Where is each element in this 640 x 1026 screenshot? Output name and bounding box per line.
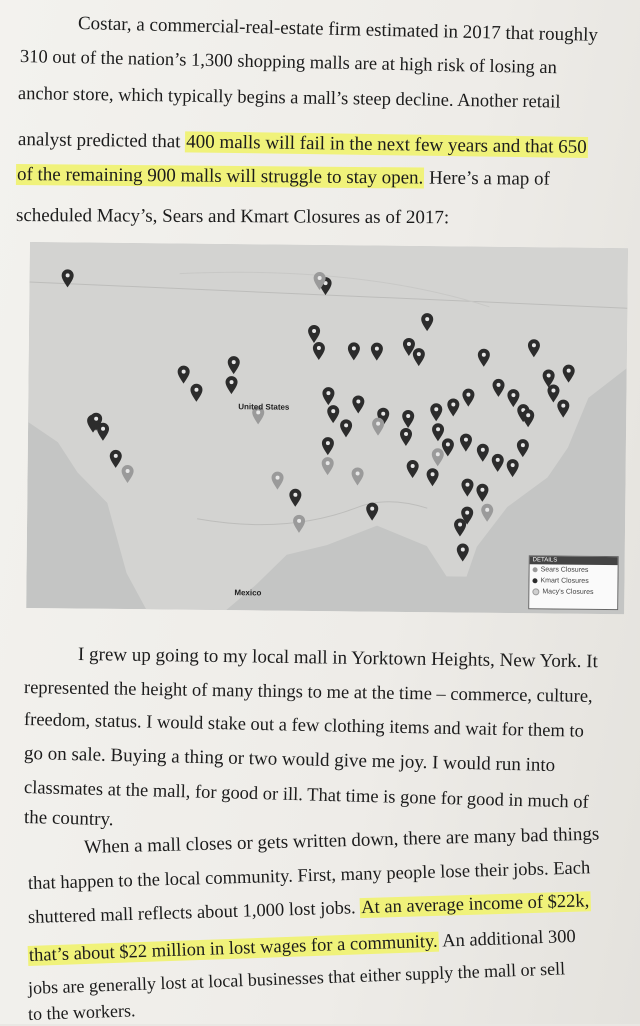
text-segment: analyst predicted that: [17, 129, 181, 153]
country-label: United States: [238, 402, 290, 412]
text-line: go on sale. Buying a thing or two would give me joy. I would run into: [23, 743, 556, 777]
mexico-label: Mexico: [234, 588, 262, 598]
text-segment: An additional 300: [441, 926, 577, 952]
text-line: to the workers.: [27, 1000, 136, 1024]
sears-marker-icon: [533, 567, 538, 572]
text-line: represented the height of many things to me at the time – commerce, culture,: [23, 678, 593, 707]
text-line: I grew up going to my local mall in Yorktown Heights, New York. It: [77, 644, 598, 673]
legend-title: DETAILS: [530, 556, 618, 565]
text-line: [18, 128, 588, 160]
text-line: the country.: [23, 807, 114, 831]
highlighted-text: of the remaining 900 malls will struggle to stay open.: [16, 164, 424, 189]
highlighted-text: that’s about $22 million in lost wages for a community.: [28, 931, 438, 966]
highlighted-text: 400 malls will fail in the next few years and that 650: [186, 131, 587, 158]
text-line: jobs are generally lost at local businesses that either supply the mall or sell: [27, 958, 566, 998]
text-line: Costar, a commercial-real-estate firm estimated in 2017 that roughly: [77, 13, 599, 46]
text-line: anchor store, which typically begins a mall’s steep decline. Another retail: [17, 84, 561, 113]
text-line: 310 out of the nation’s 1,300 shopping malls are at high risk of losing an: [19, 47, 558, 79]
text-line: that happen to the local community. First, many people lose their jobs. Each: [27, 858, 591, 894]
text-segment: shuttered mall reflects about 1,000 lost jobs.: [27, 898, 356, 928]
text-line: scheduled Macy’s, Sears and Kmart Closures as of 2017:: [15, 205, 450, 229]
legend-item: Macy's Closures: [529, 586, 617, 598]
store-closures-map: [26, 242, 628, 614]
kmart-marker-icon: [532, 578, 537, 583]
legend-item: Kmart Closures: [529, 575, 617, 587]
text-segment: Here’s a map of: [428, 167, 550, 190]
text-line: [16, 163, 550, 192]
legend-item: Sears Closures: [530, 564, 618, 576]
text-line: classmates at the mall, for good or ill. That time is gone for good in much of: [23, 778, 589, 813]
macys-marker-icon: [532, 588, 539, 595]
map-legend: [528, 555, 619, 610]
text-line: [28, 889, 591, 930]
highlighted-text: At an average income of $22k,: [360, 891, 590, 919]
text-line: When a mall closes or gets written down, there are many bad things: [83, 823, 600, 858]
text-line: freedom, status. I would stake out a few clothing items and wait for them to: [23, 710, 585, 742]
